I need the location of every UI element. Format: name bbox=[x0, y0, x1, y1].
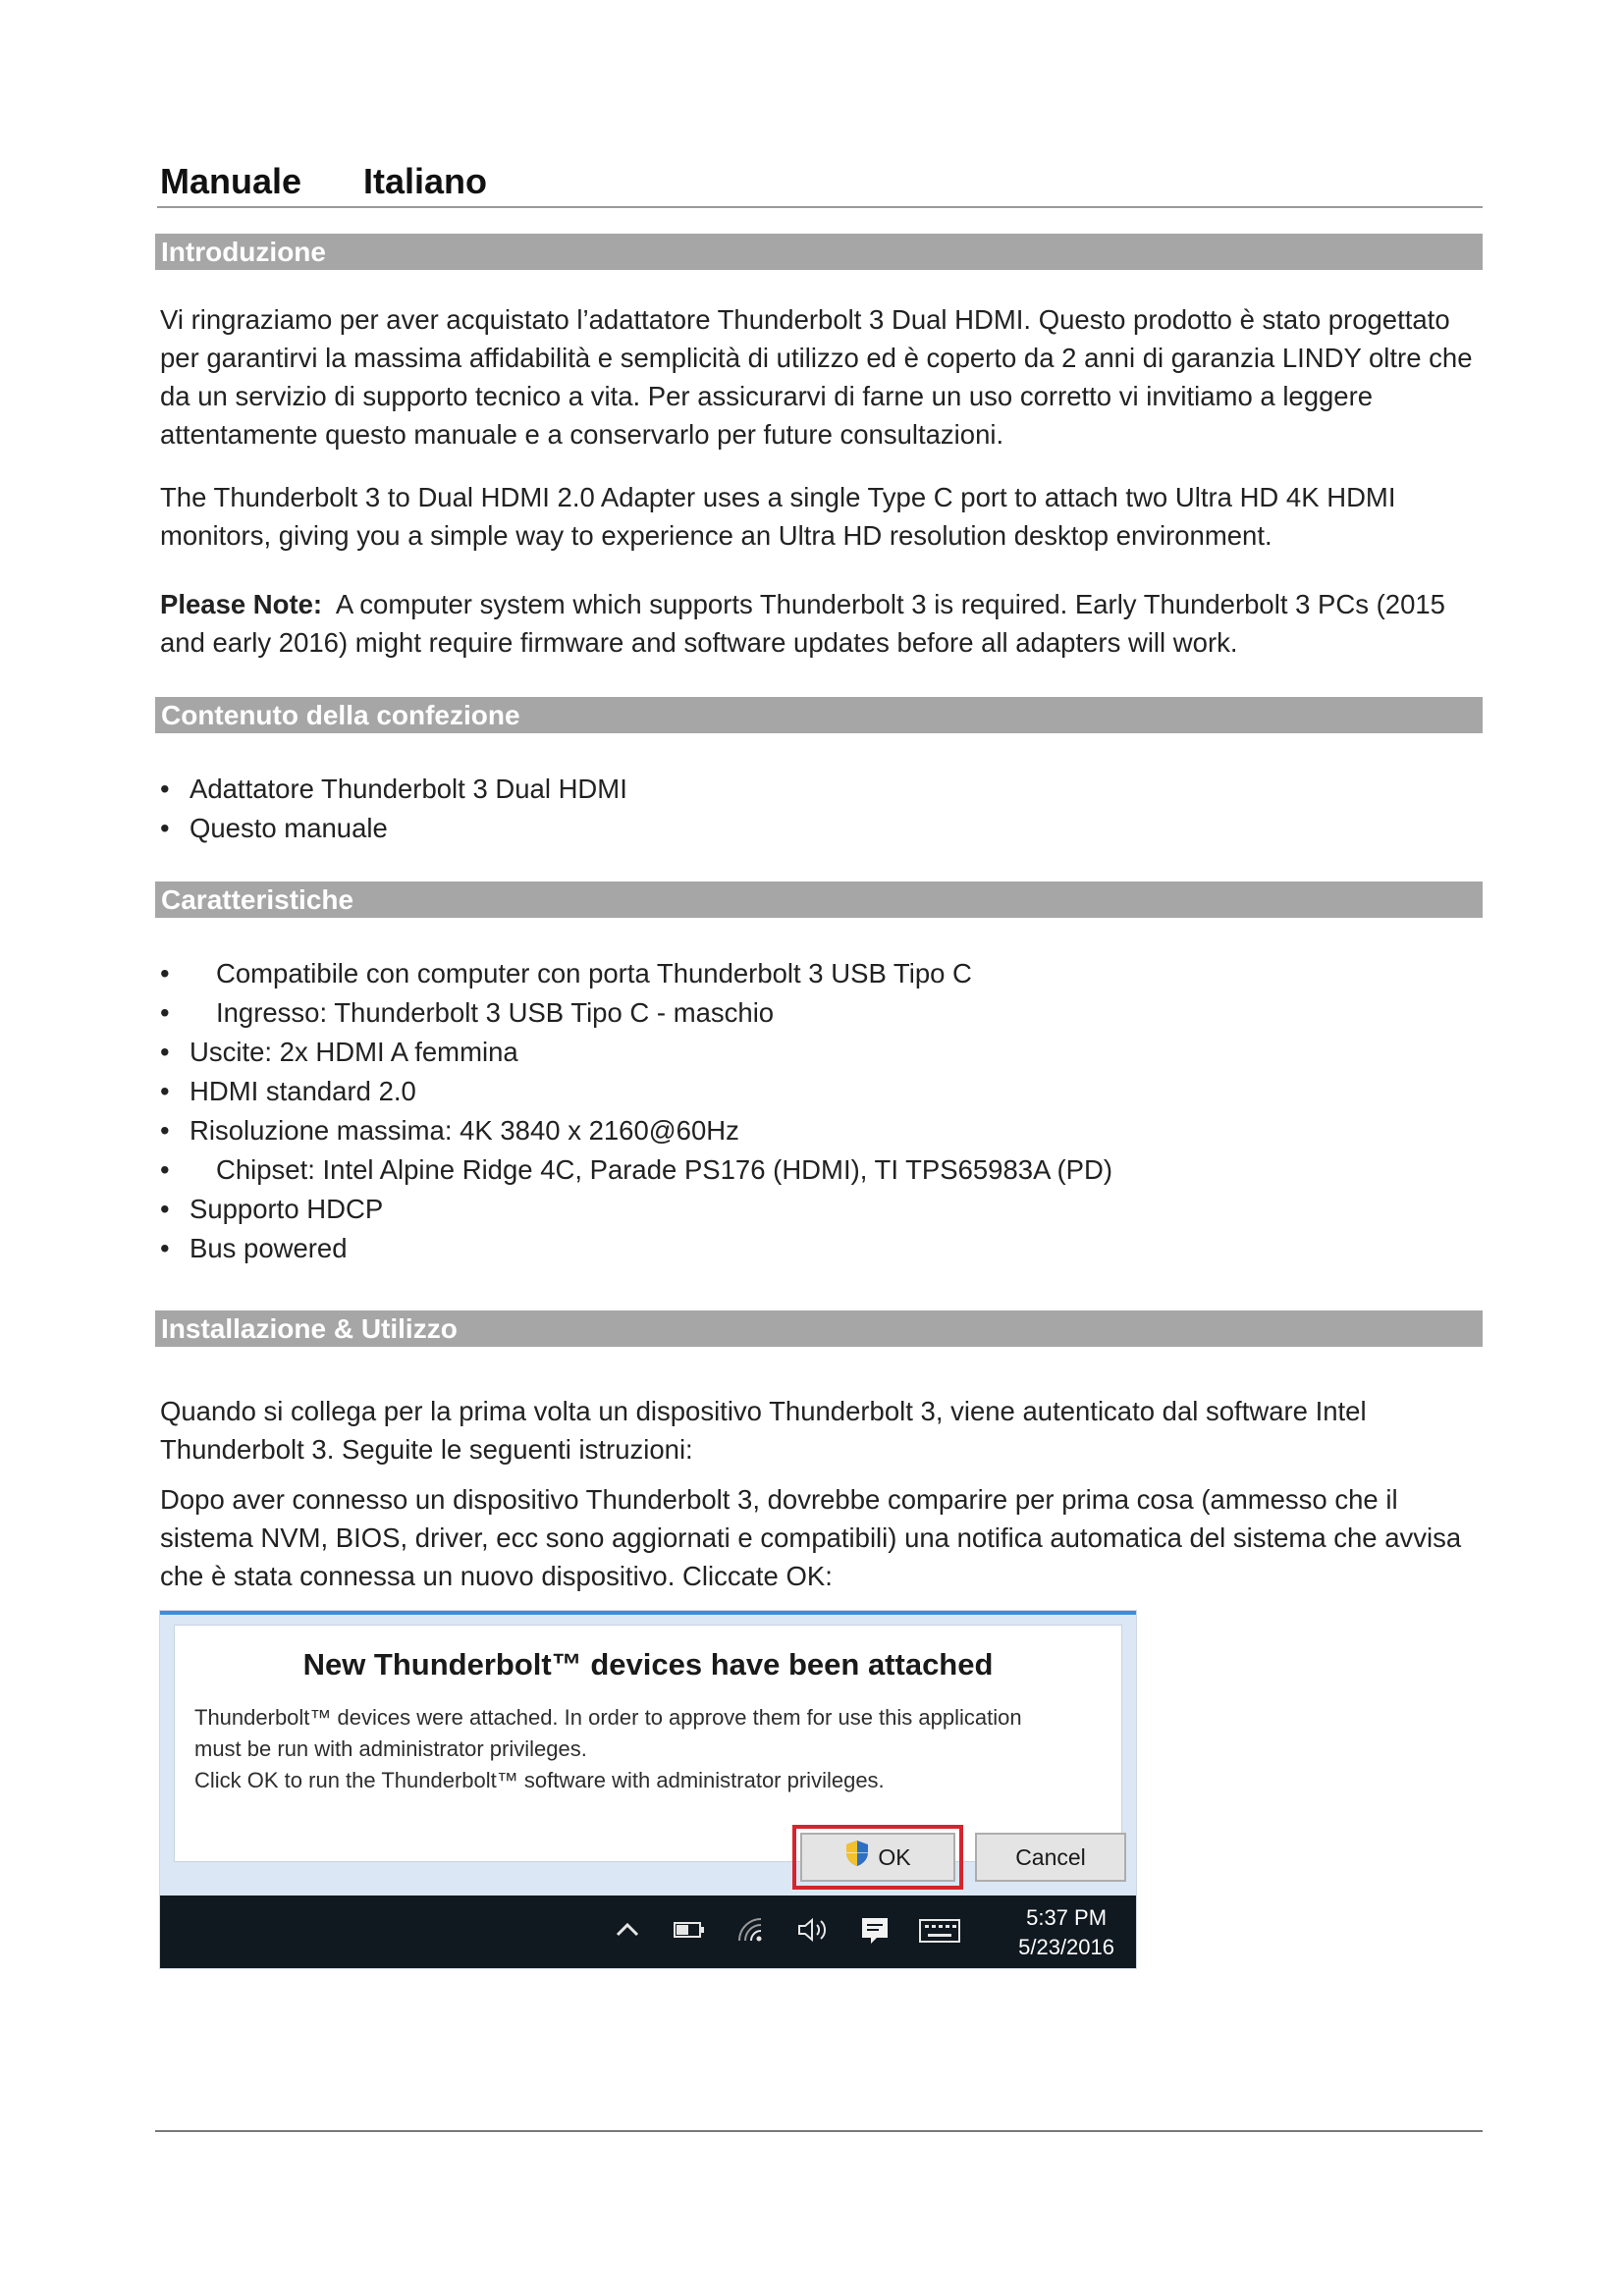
ok-button-label: OK bbox=[878, 1844, 911, 1870]
dialog-message-line: Thunderbolt™ devices were attached. In order to approve them for use this application bbox=[194, 1705, 1022, 1730]
battery-icon[interactable] bbox=[673, 1915, 706, 1949]
dialog-message bbox=[194, 1702, 1098, 1796]
notification-icon[interactable] bbox=[859, 1915, 891, 1951]
footer-divider bbox=[155, 2130, 1483, 2132]
install-paragraph-1: Quando si collega per la prima volta un dispositivo Thunderbolt 3, viene autenticato dal software Intel Thunderbolt 3. Seguite le seguenti istruzioni: bbox=[160, 1396, 1367, 1465]
taskbar-clock[interactable] bbox=[1018, 1903, 1114, 1962]
keyboard-icon[interactable] bbox=[918, 1915, 961, 1949]
dialog-title: New Thunderbolt™ devices have been attached bbox=[302, 1647, 994, 1682]
dialog-message-line: Click OK to run the Thunderbolt™ software with administrator privileges. bbox=[194, 1768, 885, 1792]
clock-date: 5/23/2016 bbox=[1018, 1935, 1114, 1959]
section-heading-contents: Contenuto della confezione bbox=[155, 697, 1483, 733]
uac-shield-icon bbox=[844, 1837, 870, 1882]
title-italiano: Italiano bbox=[363, 161, 488, 201]
ok-button[interactable] bbox=[800, 1833, 955, 1882]
please-note-label: Please Note: bbox=[160, 589, 323, 619]
dialog-box bbox=[174, 1625, 1122, 1862]
clock-time: 5:37 PM bbox=[1026, 1905, 1108, 1930]
speaker-icon[interactable] bbox=[796, 1915, 830, 1949]
windows-taskbar bbox=[160, 1896, 1136, 1968]
thunderbolt-dialog-screenshot bbox=[159, 1610, 1137, 1969]
install-paragraph-2: Dopo aver connesso un dispositivo Thunderbolt 3, dovrebbe comparire per prima cosa (ammesso che il sistema NVM, BIOS, driver, ecc sono aggiornati e compatibili) una notifica automatica del sistema che avvisa che è stata connessa un nuovo dispositivo. Cliccate OK: bbox=[160, 1484, 1462, 1591]
intro-paragraph-it: Vi ringraziamo per aver acquistato l’adattatore Thunderbolt 3 Dual HDMI. Questo prodotto è stato progettato per garantirvi la massima affidabilità e semplicità di utilizzo ed è coperto da 2 anni di garanzia LINDY oltre che da un servizio di supporto tecnico a vita. Per assicurarvi di farne un uso corretto vi invitiamo a leggere attentamente questo manuale e a conservarlo per future consultazioni. bbox=[160, 304, 1473, 450]
dialog-message-line: must be run with administrator privileges. bbox=[194, 1736, 587, 1761]
document-title bbox=[157, 159, 1483, 208]
section-heading-features: Caratteristiche bbox=[155, 881, 1483, 918]
title-manuale: Manuale bbox=[160, 161, 302, 201]
please-note-text: A computer system which supports Thunderbolt 3 is required. Early Thunderbolt 3 PCs (2015 and early 2016) might require firmware and software updates before all adapters will work. bbox=[160, 589, 1445, 658]
intro-paragraph-en: The Thunderbolt 3 to Dual HDMI 2.0 Adapter uses a single Type C port to attach two Ultra HD 4K HDMI monitors, giving you a simple way to experience an Ultra HD resolution desktop environment. bbox=[160, 482, 1396, 551]
window-top-border bbox=[160, 1611, 1136, 1615]
chevron-up-icon[interactable] bbox=[614, 1915, 641, 1949]
cancel-button[interactable]: Cancel bbox=[975, 1833, 1126, 1882]
section-heading-install: Installazione & Utilizzo bbox=[155, 1310, 1483, 1347]
wifi-icon[interactable] bbox=[735, 1915, 767, 1949]
section-heading-intro: Introduzione bbox=[155, 234, 1483, 270]
please-note-paragraph bbox=[160, 585, 1481, 662]
